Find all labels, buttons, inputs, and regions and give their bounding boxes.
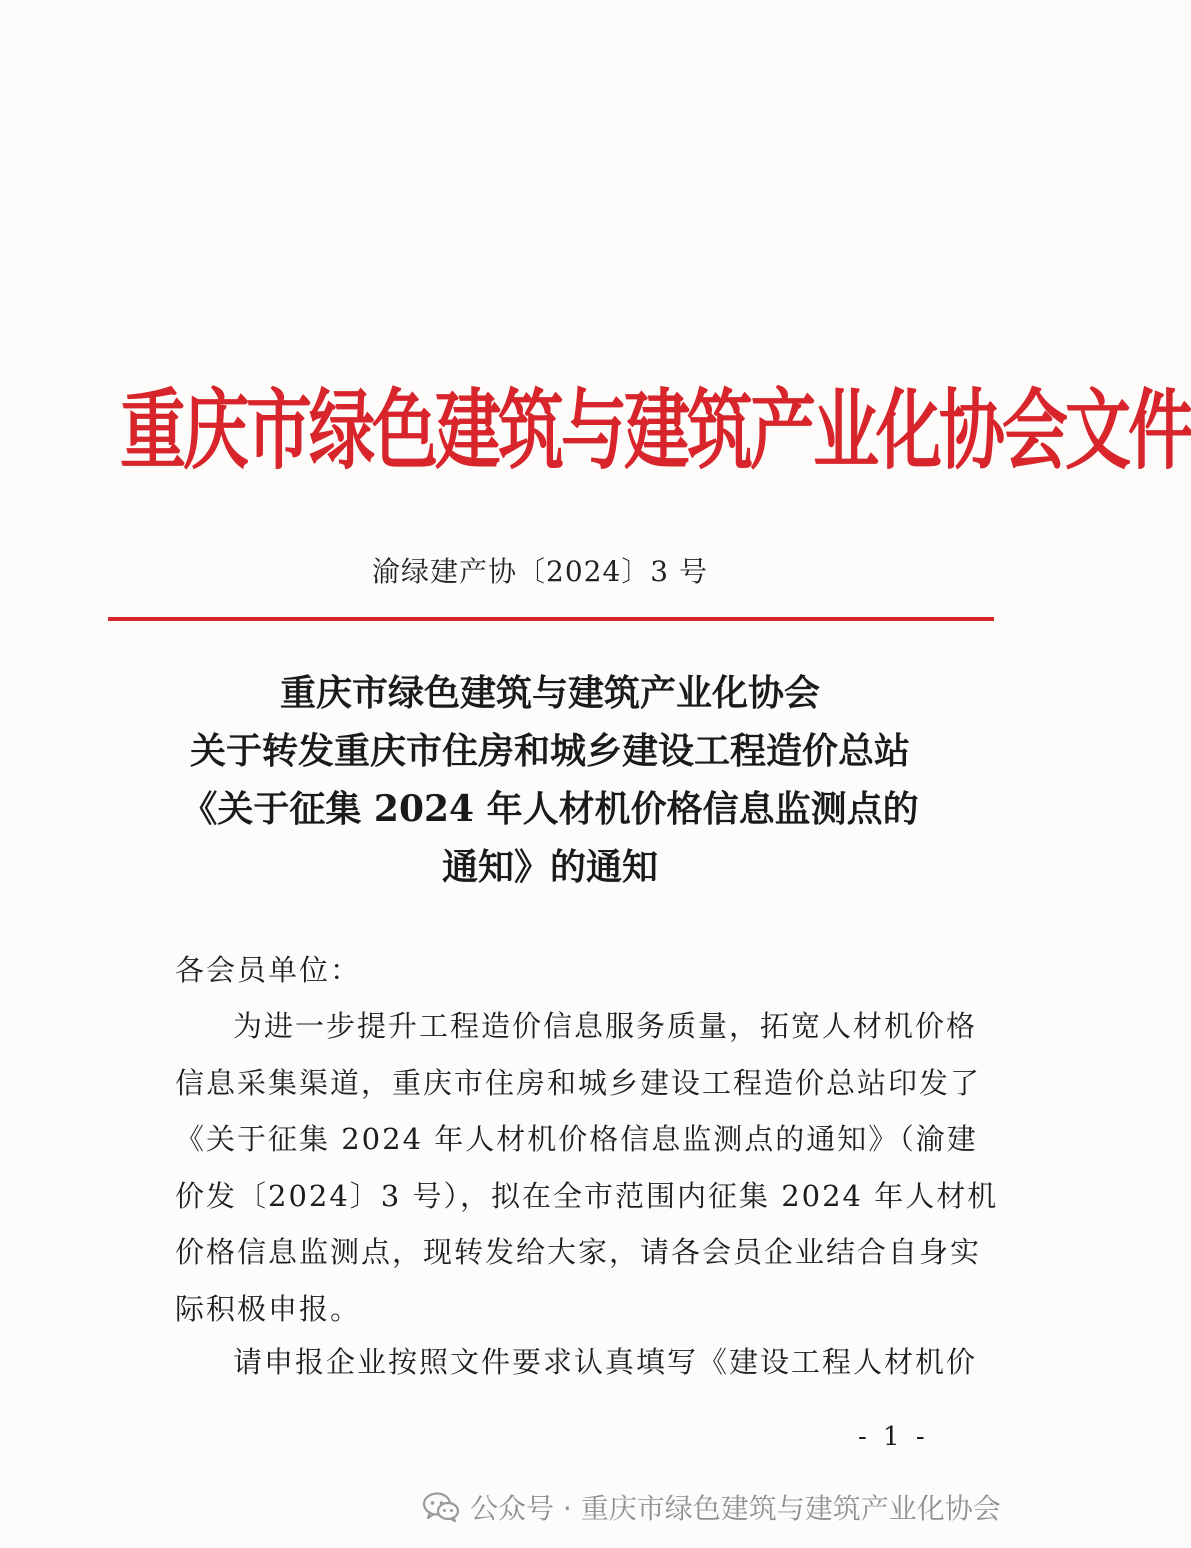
body-line: 价发〔2024〕3 号），拟在全市范围内征集 2024 年人材机 — [175, 1178, 999, 1213]
wechat-icon — [422, 1491, 460, 1523]
title-line-3: 《关于征集 2024 年人材机价格信息监测点的 — [181, 788, 919, 830]
body-line: 《关于征集 2024 年人材机价格信息监测点的通知》（渝建 — [175, 1122, 978, 1156]
masthead-title: 重庆市绿色建筑与建筑产业化协会文件 — [120, 378, 1191, 482]
watermark-text: 公众号 · 重庆市绿色建筑与建筑产业化协会 — [470, 1492, 1001, 1525]
body-line: 价格信息监测点，现转发给大家，请各会员企业结合自身实 — [175, 1235, 982, 1269]
salutation: 各会员单位： — [175, 953, 362, 987]
page-number: - 1 - — [858, 1422, 929, 1452]
wechat-watermark — [422, 1487, 1001, 1527]
body-line: 信息采集渠道，重庆市住房和城乡建设工程造价总站印发了 — [175, 1065, 982, 1100]
body-line: 为进一步提升工程造价信息服务质量，拓宽人材机价格 — [233, 1009, 978, 1043]
body-line: 请申报企业按照文件要求认真填写《建设工程人材机价 — [233, 1345, 978, 1379]
title-line-1: 重庆市绿色建筑与建筑产业化协会 — [279, 672, 820, 714]
title-line-2: 关于转发重庆市住房和城乡建设工程造价总站 — [189, 730, 910, 772]
document-number: 渝绿建产协〔2024〕3 号 — [372, 555, 708, 588]
red-divider-line — [108, 617, 994, 621]
document-title — [120, 664, 980, 896]
title-line-4: 通知》的通知 — [441, 846, 658, 888]
body-paragraph-1 — [175, 998, 999, 1337]
body-line: 际积极申报。 — [175, 1291, 362, 1326]
body-paragraph-2 — [175, 1340, 978, 1381]
